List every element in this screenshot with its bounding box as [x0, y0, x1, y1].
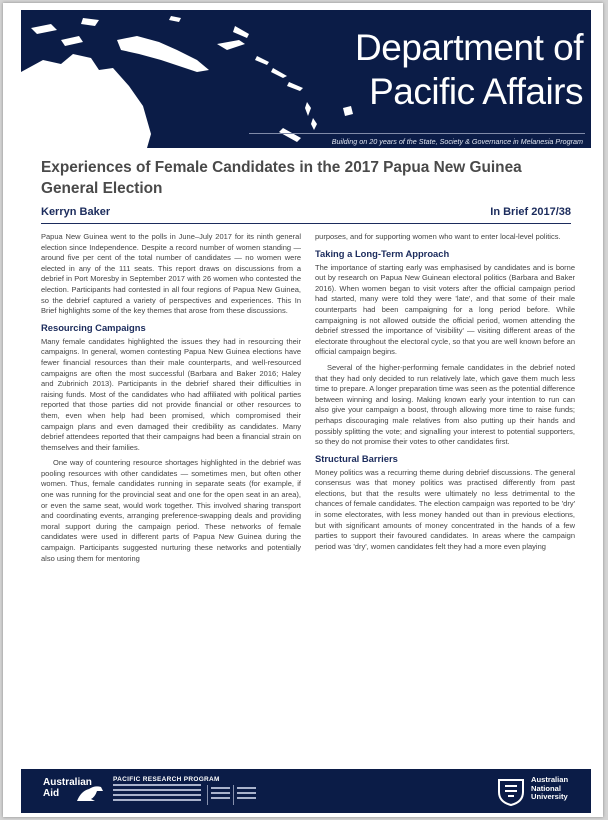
- department-title-line1: Department of: [355, 27, 583, 68]
- australian-aid-line2: Aid: [43, 788, 60, 799]
- banner-subtitle: Building on 20 years of the State, Society & Governance in Melanesia Program: [331, 137, 583, 146]
- paragraph: Papua New Guinea went to the polls in June–July 2017 for its ninth general election since Independence. Despite a record number of women standing — around five per cent of the total number of candidates — no women were elected in any of the 111 seats. This report draws on discussions from a debrief in Port Moresby in September 2017 with 26 women who contested the election. Participants had contested in all four regions of Papua New Guinea, so the debrief captured a variety of perspectives and experiences. This In Brief highlights some of the key themes that arose from these discussions.: [41, 232, 301, 316]
- partner-logo: [233, 785, 256, 805]
- document-page: [3, 3, 603, 817]
- left-column: [41, 232, 301, 569]
- anu-line2: National: [531, 783, 561, 793]
- footer-banner: [21, 769, 591, 813]
- kangaroo-icon: [75, 783, 105, 803]
- paragraph: Many female candidates highlighted the issues they had in resourcing their campaigns. In general, women contesting Papua New Guinea elections have fewer financial resources than their male counterparts, and well-resourced campaigns are often the most successful (Barbara and Baker 2016; Haley and Zubrinich 2013). Participants in the debrief shared their difficulties in raising funds. Most of the candidates who had affiliated with political parties reported that those parties did not provide financial or other resources to them, even when help had been promised, which compromised their campaign plans and even damaged their credibility as candidates. Many debrief attendees reported that their campaigns had been a financial strain on themselves and their families.: [41, 336, 301, 452]
- paragraph: purposes, and for supporting women who want to enter local-level politics.: [315, 232, 561, 241]
- anu-logo-text: [531, 776, 568, 802]
- anu-line1: Australian: [531, 775, 569, 784]
- paragraph: Money politics was a recurring theme during debrief discussions. The general consensus was that money politics was practised differently from past elections, but that the results were ultimately no less detrimental to the chances of female candidates. The election campaign was reported to be 'dry' in some electorates, with less money handed out than in previous elections, but with significant amounts of money concentrated in the hands of a few parties to support their favoured candidates. In areas where the campaign period was 'dry', women candidates felt they had a more even playing: [315, 467, 575, 551]
- paragraph: Several of the higher-performing female candidates in the debrief noted that they had only decided to run relatively late, which gave them much less time to prepare. A longer preparation time was seen as the potential difference between winning and losing. Making known early your intention to run can also give your campaign a boost, through allowing more time to raise funds; perhaps discouraging male relatives from also putting up their hands and possibly splitting the vote; and signalling your interest to potential supporters, so they do not promise their votes to other candidates first.: [315, 362, 575, 447]
- pacific-research-program-logo: PACIFIC RESEARCH PROGRAM: [113, 776, 220, 783]
- section-heading: Resourcing Campaigns: [41, 321, 146, 333]
- paragraph: The importance of starting early was emphasised by candidates and is borne out by research on Papua New Guinean electoral politics (Barbara and Baker 2016). When women began to visit voters after the official campaign period had started, many were told they were 'late', and that some of their male counterparts had been campaigning for a long period before. While campaigning is not allowed outside the official period, women attending the debrief stressed the importance of 'visibility' — visiting different areas of the electorate throughout the electoral cycle, so that you are well known before an official campaign begins.: [315, 262, 575, 357]
- header-banner: [21, 10, 591, 148]
- partner-logo: [207, 785, 230, 805]
- australian-aid-line1: Australian: [43, 777, 92, 788]
- program-partners-text: [113, 784, 201, 804]
- right-column: [315, 232, 575, 557]
- byline-row: [41, 205, 571, 224]
- paragraph: One way of countering resource shortages highlighted in the debrief was pooling resources with other candidates — sometimes men, but often other women. Thus, female candidates running in separate seats (for example, if one was running for the provincial seat and one for the open seat in an area), or even the same seat, would work together. This involved sharing transport and coordinating events, arranging preference-swapping deals and providing moral support during the campaign period. These networks of female candidates were used in different parts of Papua New Guinea during the campaign. Participants suggested nurturing these networks and potentially also using them for mentoring: [41, 458, 301, 563]
- department-title: [355, 26, 583, 114]
- section-heading: Taking a Long-Term Approach: [315, 247, 450, 259]
- banner-divider: [249, 133, 585, 134]
- series-number: In Brief 2017/38: [490, 206, 571, 218]
- section-heading: Structural Barriers: [315, 452, 398, 464]
- anu-line3: University: [531, 792, 568, 801]
- anu-crest-icon: [495, 776, 527, 806]
- department-title-line2: Pacific Affairs: [369, 71, 583, 112]
- author-name: Kerryn Baker: [41, 206, 111, 218]
- article-title: Experiences of Female Candidates in the 2017 Papua New Guinea General Election: [41, 159, 522, 197]
